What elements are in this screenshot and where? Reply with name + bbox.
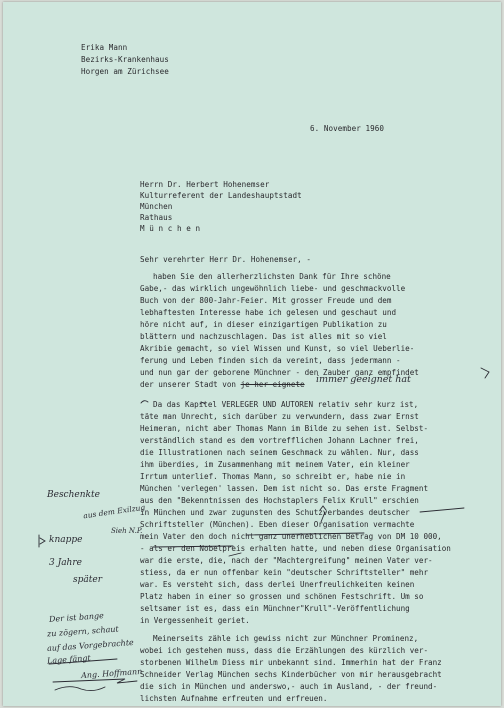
body-line: täte man Unrecht, sich darüber zu verwundern, dass zwar Ernst <box>140 412 419 421</box>
recipient-line: Rathaus <box>140 213 173 222</box>
body-line <box>140 380 305 389</box>
body-line: Schriftsteller (München). Eben dieser Organisation vermachte <box>140 520 415 529</box>
body-line: wobei ich gestehen muss, dass die Erzählungen des kürzlich ver- <box>140 646 429 655</box>
body-line: Gabe,- das wirklich ungewöhnlich liebe- und geschmackvolle <box>140 284 406 293</box>
body-line: Irrtum unterlief. Thomas Mann, so schreibt er, habe nie in <box>140 472 406 481</box>
body-line: höre nicht auf, in dieser einzigartigen Publikation zu <box>140 320 387 329</box>
body-line: Da das Kapitel VERLEGER UND AUTOREN relativ sehr kurz ist, <box>153 400 419 409</box>
body-line: Schneider Verlag München sechs Kinderbücher von mir herausgebracht <box>140 670 442 679</box>
handwritten-insert: immer geeignet hat <box>316 374 411 385</box>
body-line: und nun gar der geborene Münchner - den Zauber ganz empfindet <box>140 368 419 377</box>
margin-note: 3 Jahre <box>49 558 82 568</box>
body-line: Heimeran, nicht aber Thomas Mann im Bilde zu sehen ist. Selbst- <box>140 424 429 433</box>
struck-words: je her eignete <box>240 380 305 389</box>
body-line: stiess, da er nun offenbar kein "deutscher Schriftsteller" mehr <box>140 568 429 577</box>
body-line: - als er den Nobelpreis erhalten hatte, und neben diese Organisation <box>140 544 451 553</box>
body-line: die Illustrationen nach seinem Geschmack zu wählen. Nur, dass <box>140 448 419 457</box>
body-line: aus den "Bekenntnissen des Hochstaplers Felix Krull" erschien <box>140 496 419 505</box>
margin-note: auf das Vorgebrachte <box>46 637 135 654</box>
body-line: München 'verlegen' lassen. Dem ist nicht so. Das erste Fragment <box>140 484 429 493</box>
body-line: war. Es versteht sich, dass derlei Unerfreulichkeiten keinen <box>140 580 415 589</box>
recipient-line: Kulturreferent der Landeshauptstadt <box>140 191 302 200</box>
body-line: seltsamer ist es, dass ein Münchner"Krull"-Veröffentlichung <box>140 604 410 613</box>
letter-date: 6. November 1960 <box>310 124 384 133</box>
sender-town: Horgen am Zürichsee <box>81 67 169 76</box>
body-line-start: der unserer Stadt von <box>140 380 241 389</box>
body-line: in München und zwar zugunsten des Schutzverbandes deutscher <box>140 508 410 517</box>
body-line: storbenen Wilhelm Diess mir unbekannt sind. Immerhin hat der Franz <box>140 658 442 667</box>
margin-note: aus dem Exilzug <box>82 502 146 521</box>
body-line: haben Sie den allerherzlichsten Dank für Ihre schöne <box>153 272 391 281</box>
body-line: lebhaftesten Interesse habe ich gelesen und geschaut und <box>140 308 397 317</box>
body-line: ihm überdies, im Zusammenhang mit meinem Vater, ein kleiner <box>140 460 410 469</box>
body-line: war die erste, die, nach der "Machtergreifung" meinen Vater ver- <box>140 556 433 565</box>
body-line: die sich in München und anderswo,- auch im Ausland, - der freund- <box>140 682 438 691</box>
body-line: Buch von der 800-Jahr-Feier. Mit grosser Freude und dem <box>140 296 392 305</box>
margin-note: Ang. Hoffmann <box>80 666 143 681</box>
recipient-line: München <box>140 202 173 211</box>
margin-note: später <box>73 575 102 585</box>
body-line: lichsten Aufnahme erfreuten und erfreuen. <box>140 694 328 703</box>
body-line: Platz haben in einer so grossen und schönen Festschrift. Um so <box>140 592 424 601</box>
body-line: Akribie gemacht, so viel Wissen und Kunst, so viel Ueberlie- <box>140 344 415 353</box>
sender-name: Erika Mann <box>81 43 128 52</box>
recipient-line: Herrn Dr. Herbert Hohenemser <box>140 180 270 189</box>
body-line: Meinerseits zähle ich gewiss nicht zur Münchner Prominenz, <box>153 634 419 643</box>
body-line: ferung und Leben finden sich da vereint, dass jedermann - <box>140 356 401 365</box>
body-line: mein Vater den doch nicht ganz unerheblichen Betrag von DM 10 000, <box>140 532 442 541</box>
margin-note: Sieh N.P. <box>111 527 143 535</box>
sender-place: Bezirks-Krankenhaus <box>81 55 169 64</box>
margin-note: Lage fängt <box>46 653 91 666</box>
body-line: in Vergessenheit geriet. <box>140 616 250 625</box>
margin-note: Der ist bange <box>48 611 105 624</box>
body-line: blättern und nachzuschlagen. Das ist alles mit so viel <box>140 332 387 341</box>
margin-note: Beschenkte <box>47 490 100 500</box>
body-line: verständlich stand es dem vortrefflichen Johann Lachner frei, <box>140 436 419 445</box>
letter-page <box>3 2 501 706</box>
recipient-line: M ü n c h e n <box>140 224 201 233</box>
margin-note: knappe <box>49 535 83 545</box>
margin-note: zu zögern, schaut <box>46 624 119 639</box>
salutation: Sehr verehrter Herr Dr. Hohenemser, - <box>140 255 312 264</box>
